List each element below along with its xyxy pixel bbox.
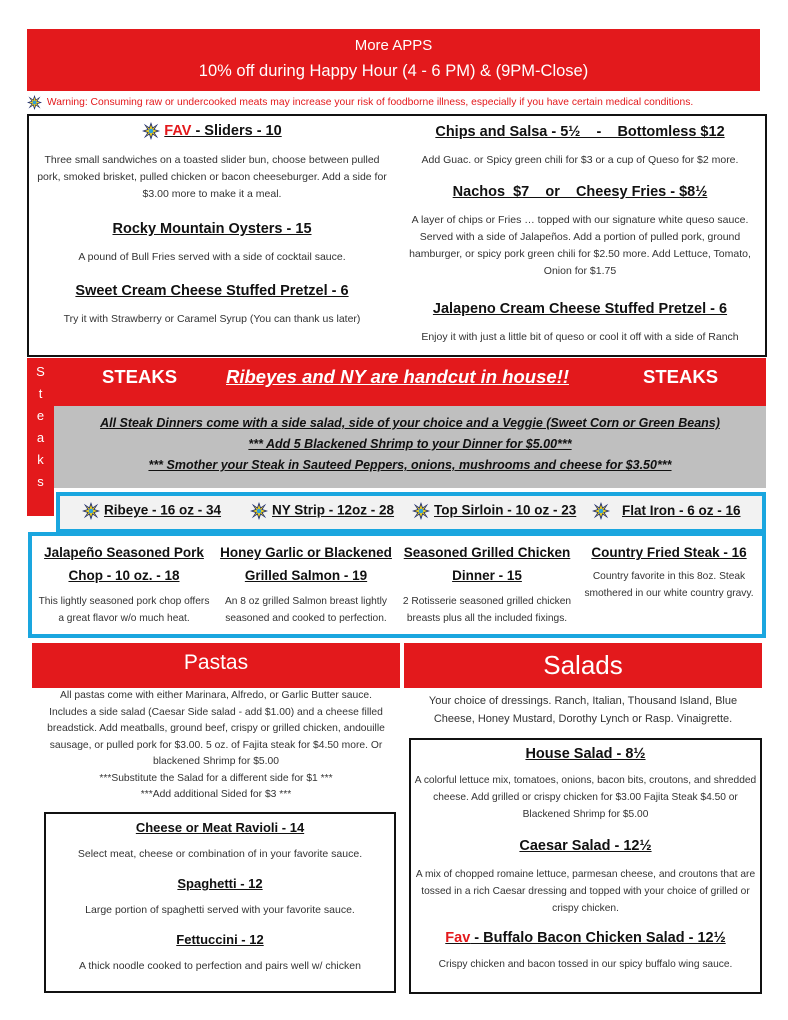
starburst-icon [250, 502, 268, 520]
steak-cut-ribeye: Ribeye - 16 oz - 34 [82, 502, 221, 520]
steaks-headline: Ribeyes and NY are handcut in house!! [226, 366, 570, 387]
steak-cuts-bar [56, 492, 766, 533]
app-chips [397, 124, 763, 169]
steak-cut-flat-iron: Flat Iron - 6 oz - 16 [592, 502, 741, 520]
steaks-notes [54, 406, 766, 488]
app-oysters [36, 221, 388, 266]
sliders-desc: Three small sandwiches on a toasted slider bun, choose between pulled pork, smoked brisket, pulled chicken or bacon cheeseburger. Add a side for $3.00 more to make it a meal. [37, 154, 387, 200]
starburst-icon [412, 502, 430, 520]
dinner-chicken: Seasoned Grilled Chicken Dinner - 15 2 Rotisserie seasoned grilled chicken breasts plus all the included fixings. [402, 545, 572, 624]
app-nachos [397, 184, 763, 280]
jalapeno-pretzel-desc: Enjoy it with just a little bit of queso or cool it off with a side of Ranch [421, 331, 739, 343]
starburst-icon [142, 122, 160, 140]
pasta-spaghetti: Spaghetti - 12 Large portion of spaghetti served with your favorite sauce. [85, 876, 355, 916]
dinner-salmon: Honey Garlic or Blackened Grilled Salmon - 19 An 8 oz grilled Salmon breast lightly seasoned and cooked to perfection. [220, 545, 392, 624]
steaks-note-1: All Steak Dinners come with a side salad, side of your choice and a Veggie (Sweet Corn or Green Beans) [100, 416, 720, 430]
chips-title: Chips and Salsa - 5½ - Bottomless $12 [435, 124, 725, 140]
sliders-title: FAV - Sliders - 10 [36, 122, 388, 140]
salads-heading: Salads [404, 643, 762, 688]
header-banner [27, 29, 760, 91]
nachos-desc: A layer of chips or Fries … topped with our signature white queso sauce. Served with a side of Jalapeños. Add a portion of pulled pork, ground hamburger, or spicy pork green chili for $2.50 more. Add Lettuce, Tomato, Onion for $1.75 [409, 214, 751, 277]
dinner-country-fried-steak: Country Fried Steak - 16 Country favorite in this 8oz. Steak smothered in our white country gravy. [584, 545, 754, 599]
steaks-note-2: *** Add 5 Blackened Shrimp to your Dinner for $5.00*** [248, 437, 572, 451]
app-jalapeno-pretzel [397, 301, 763, 346]
steaks-side-strip: S t e a k s [27, 358, 54, 516]
starburst-icon [592, 502, 610, 520]
pastas-heading: Pastas [32, 643, 400, 688]
pretzel-title: Sweet Cream Cheese Stuffed Pretzel - 6 [75, 283, 349, 299]
fav-label: Fav [445, 930, 471, 946]
salad-buffalo: Fav - Buffalo Bacon Chicken Salad - 12½ Crispy chicken and bacon tossed in our spicy buffalo wing sauce. [438, 930, 733, 970]
salad-house: House Salad - 8½ A colorful lettuce mix, tomatoes, onions, bacon bits, croutons, and shredded cheese. Add grilled or crispy chicken for $3.00 Fajita Steak $4.50 or Blackened Shrimp for $5.00 [414, 746, 757, 820]
dinner-pork-chop: Jalapeño Seasoned Pork Chop - 10 oz. - 18 This lightly seasoned pork chop offers a great flavor w/o much heat. [38, 545, 210, 624]
app-sliders [36, 122, 388, 203]
starburst-icon [27, 95, 42, 110]
nachos-title: Nachos $7 or Cheesy Fries - $8½ [452, 184, 708, 200]
steak-cut-ny-strip: NY Strip - 12oz - 28 [250, 502, 394, 520]
warning-text: Warning: Consuming raw or undercooked meats may increase your risk of foodborne illness, especially if you have certain medical conditions. [46, 97, 694, 109]
header-line1: More APPS [354, 37, 433, 54]
salad-caesar: Caesar Salad - 12½ A mix of chopped romaine lettuce, parmesan cheese, and croutons that are tossed in a rich Caesar dressing and topped with your choice of grilled or crispy chicken. [415, 838, 756, 914]
steaks-banner [54, 358, 766, 406]
oysters-title: Rocky Mountain Oysters - 15 [112, 221, 312, 237]
fav-label: FAV [164, 122, 192, 139]
oysters-desc: A pound of Bull Fries served with a side of cocktail sauce. [78, 251, 346, 263]
steaks-left-label: STEAKS [102, 366, 178, 387]
header-line2: 10% off during Happy Hour (4 - 6 PM) & (9PM-Close) [198, 62, 589, 80]
starburst-icon [82, 502, 100, 520]
pastas-intro: All pastas come with either Marinara, Alfredo, or Garlic Butter sauce. Includes a side salad (Caesar Side salad - add $1.00) and a cheese filled breadstick. Add meatballs, ground beef, crispy or grilled chicken, andouille sausage, or pulled pork for $3.00. 5 oz. of Fajita steak for $4.50 more. Or blackened Shrimp for $5.00 ***Substitute the Salad for a different side for $1 *** ***Add additional Sided for $3 *** [47, 690, 385, 800]
chips-desc: Add Guac. or Spicy green chili for $3 or a cup of Queso for $2 more. [421, 154, 739, 166]
warning-line [27, 95, 767, 111]
pretzel-desc: Try it with Strawberry or Caramel Syrup (You can thank us later) [63, 313, 361, 325]
jalapeno-pretzel-title: Jalapeno Cream Cheese Stuffed Pretzel - 6 [432, 301, 728, 317]
steak-cut-top-sirloin: Top Sirloin - 10 oz - 23 [412, 502, 576, 520]
steaks-note-3: *** Smother your Steak in Sauteed Peppers, onions, mushrooms and cheese for $3.50*** [148, 458, 672, 472]
steaks-right-label: STEAKS [643, 366, 719, 387]
salads-intro: Your choice of dressings. Ranch, Italian, Thousand Island, Blue Cheese, Honey Mustard, Dorothy Lynch or Rasp. Vinaigrette. [428, 695, 738, 725]
pasta-fettuccini: Fettuccini - 12 A thick noodle cooked to perfection and pairs well w/ chicken [79, 932, 361, 972]
pasta-ravioli: Cheese or Meat Ravioli - 14 Select meat, cheese or combination of in your favorite sauce. [77, 820, 363, 860]
app-pretzel [36, 283, 388, 328]
